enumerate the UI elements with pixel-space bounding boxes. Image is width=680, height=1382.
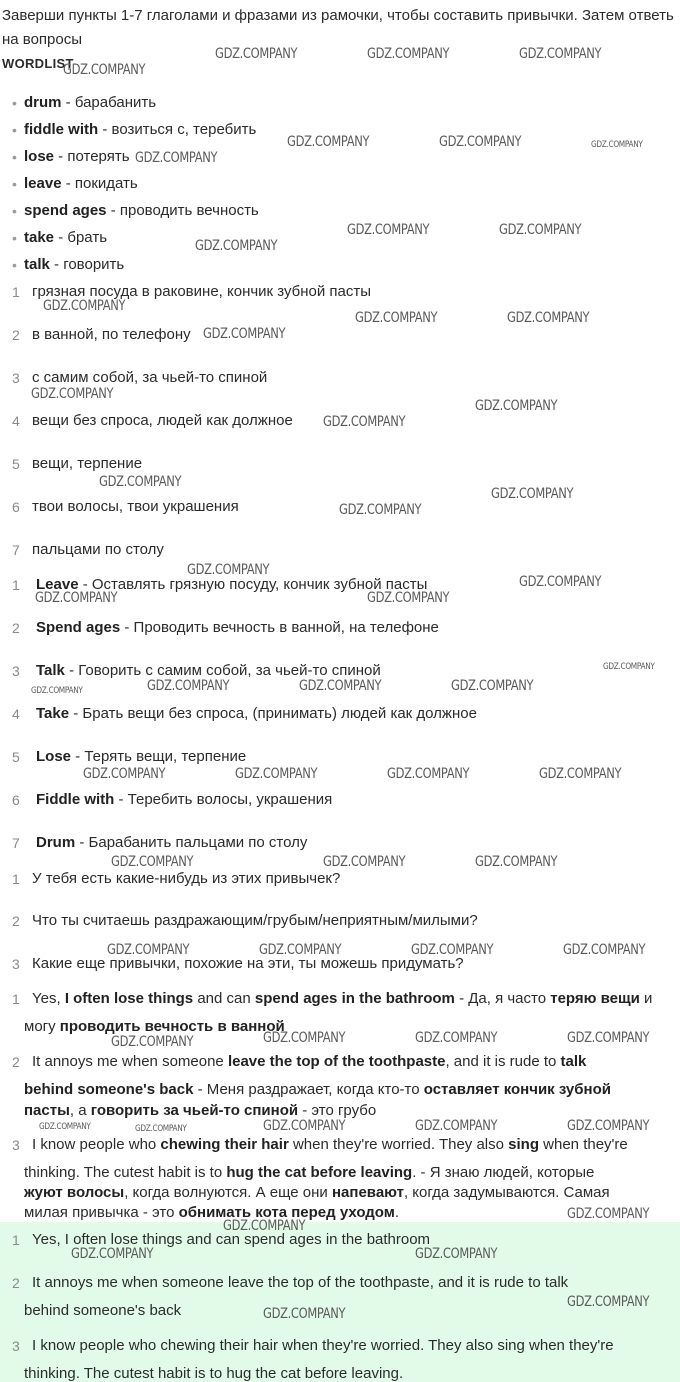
watermark: GDZ.COMPANY	[71, 1246, 154, 1262]
bullet-icon: •	[12, 230, 17, 246]
item-number: 1	[12, 577, 20, 593]
watermark: GDZ.COMPANY	[591, 140, 643, 150]
question-answer-line: жуют волосы, когда волнуются. А еще они напевают, когда задумываются. Самая	[24, 1184, 610, 1201]
watermark: GDZ.COMPANY	[135, 150, 218, 166]
watermark: GDZ.COMPANY	[475, 398, 558, 414]
answer-item: Take - Брать вещи без спроса, (принимать) людей как должное	[36, 705, 477, 722]
item-number: 2	[12, 620, 20, 636]
watermark: GDZ.COMPANY	[147, 678, 230, 694]
item-number: 7	[12, 542, 20, 558]
task-instructions: Заверши пункты 1-7 глаголами и фразами из рамочки, чтобы составить привычки. Затем ответь на вопросы	[2, 7, 674, 48]
bullet-icon: •	[12, 203, 17, 219]
item-number: 1	[12, 871, 20, 887]
watermark: GDZ.COMPANY	[387, 766, 470, 782]
question-answer-line: I know people who chewing their hair when they're worried. They also sing when they're	[32, 1136, 628, 1153]
watermark: GDZ.COMPANY	[235, 766, 318, 782]
answer-item: Lose - Терять вещи, терпение	[36, 748, 247, 765]
final-answer-line: It annoys me when someone leave the top of the toothpaste, and it is rude to talk	[32, 1274, 569, 1291]
wordlist-title: WORDLIST	[2, 56, 74, 71]
watermark: GDZ.COMPANY	[263, 1030, 346, 1046]
final-answer-line: behind someone's back	[24, 1302, 182, 1319]
watermark: GDZ.COMPANY	[367, 590, 450, 606]
watermark: GDZ.COMPANY	[195, 238, 278, 254]
answer-item: Leave - Оставлять грязную посуду, кончик зубной пасты	[36, 576, 428, 593]
watermark: GDZ.COMPANY	[83, 766, 166, 782]
watermark: GDZ.COMPANY	[439, 134, 522, 150]
wordlist-item: drum - барабанить	[24, 94, 157, 111]
watermark: GDZ.COMPANY	[39, 1122, 91, 1132]
item-number: 3	[12, 370, 20, 386]
watermark: GDZ.COMPANY	[263, 1306, 346, 1322]
watermark: GDZ.COMPANY	[451, 678, 534, 694]
watermark: GDZ.COMPANY	[519, 574, 602, 590]
answer-item: Drum - Барабанить пальцами по столу	[36, 834, 308, 851]
item-number: 4	[12, 706, 20, 722]
watermark: GDZ.COMPANY	[223, 1218, 306, 1234]
watermark: GDZ.COMPANY	[499, 222, 582, 238]
watermark: GDZ.COMPANY	[263, 1118, 346, 1134]
item-number: 5	[12, 749, 20, 765]
item-number: 2	[12, 1275, 20, 1291]
wordlist-item: lose - потерять	[24, 148, 130, 165]
question-answer-line: могу проводить вечность в ванной	[24, 1018, 285, 1035]
watermark: GDZ.COMPANY	[567, 1118, 650, 1134]
watermark: GDZ.COMPANY	[519, 46, 602, 62]
item-number: 2	[12, 327, 20, 343]
watermark: GDZ.COMPANY	[475, 854, 558, 870]
item-number: 6	[12, 792, 20, 808]
watermark: GDZ.COMPANY	[339, 502, 422, 518]
watermark: GDZ.COMPANY	[323, 854, 406, 870]
watermark: GDZ.COMPANY	[567, 1206, 650, 1222]
final-answer-line: thinking. The cutest habit is to hug the cat before leaving.	[24, 1365, 404, 1382]
exercise-item: пальцами по столу	[32, 541, 164, 558]
exercise-item: вещи без спроса, людей как должное	[32, 412, 293, 429]
watermark: GDZ.COMPANY	[415, 1030, 498, 1046]
watermark: GDZ.COMPANY	[203, 326, 286, 342]
watermark: GDZ.COMPANY	[567, 1030, 650, 1046]
watermark: GDZ.COMPANY	[135, 1124, 187, 1134]
watermark: GDZ.COMPANY	[491, 486, 574, 502]
item-number: 3	[12, 1137, 20, 1153]
watermark: GDZ.COMPANY	[43, 298, 126, 314]
watermark: GDZ.COMPANY	[367, 46, 450, 62]
watermark: GDZ.COMPANY	[347, 222, 430, 238]
watermark: GDZ.COMPANY	[111, 1034, 194, 1050]
question-item: Что ты считаешь раздражающим/грубым/неприятным/милыми?	[32, 912, 478, 929]
watermark: GDZ.COMPANY	[31, 686, 83, 696]
item-number: 1	[12, 1232, 20, 1248]
final-answer-line: Yes, I often lose things and can spend ages in the bathroom	[32, 1231, 431, 1248]
answer-item: Spend ages - Проводить вечность в ванной, на телефоне	[36, 619, 439, 636]
item-number: 2	[12, 1054, 20, 1070]
answer-item: Fiddle with - Теребить волосы, украшения	[36, 791, 333, 808]
bullet-icon: •	[12, 95, 17, 111]
exercise-item: с самим собой, за чьей-то спиной	[32, 369, 268, 386]
question-answer-line: behind someone's back - Меня раздражает, когда кто-то оставляет кончик зубной	[24, 1081, 611, 1098]
watermark: GDZ.COMPANY	[603, 662, 655, 672]
watermark: GDZ.COMPANY	[415, 1246, 498, 1262]
item-number: 6	[12, 499, 20, 515]
item-number: 1	[12, 284, 20, 300]
watermark: GDZ.COMPANY	[411, 942, 494, 958]
question-answer-line: пасты, а говорить за чьей-то спиной - это грубо	[24, 1102, 377, 1119]
watermark: GDZ.COMPANY	[215, 46, 298, 62]
watermark: GDZ.COMPANY	[323, 414, 406, 430]
watermark: GDZ.COMPANY	[259, 942, 342, 958]
exercise-item: вещи, терпение	[32, 455, 143, 472]
watermark: GDZ.COMPANY	[507, 310, 590, 326]
item-number: 7	[12, 835, 20, 851]
question-item: У тебя есть какие-нибудь из этих привычек?	[32, 870, 341, 887]
wordlist-item: leave - покидать	[24, 175, 138, 192]
item-number: 3	[12, 956, 20, 972]
exercise-item: в ванной, по телефону	[32, 326, 191, 343]
watermark: GDZ.COMPANY	[63, 62, 146, 78]
final-answer-line: I know people who chewing their hair when they're worried. They also sing when they're	[32, 1337, 614, 1354]
watermark: GDZ.COMPANY	[539, 766, 622, 782]
wordlist-item: spend ages - проводить вечность	[24, 202, 259, 219]
wordlist-item: fiddle with - возиться с, теребить	[24, 121, 257, 138]
watermark: GDZ.COMPANY	[111, 854, 194, 870]
watermark: GDZ.COMPANY	[567, 1294, 650, 1310]
item-number: 5	[12, 456, 20, 472]
watermark: GDZ.COMPANY	[99, 474, 182, 490]
wordlist-item: talk - говорить	[24, 256, 125, 273]
question-answer-line: Yes, I often lose things and can spend ages in the bathroom - Да, я часто теряю вещи и	[32, 990, 653, 1007]
answer-item: Talk - Говорить с самим собой, за чьей-то спиной	[36, 662, 381, 679]
question-answer-line: милая привычка - это обнимать кота перед уходом.	[24, 1204, 400, 1221]
question-answer-line: thinking. The cutest habit is to hug the cat before leaving. - Я знаю людей, которые	[24, 1164, 595, 1181]
watermark: GDZ.COMPANY	[299, 678, 382, 694]
item-number: 3	[12, 1338, 20, 1354]
wordlist-item: take - брать	[24, 229, 108, 246]
watermark: GDZ.COMPANY	[107, 942, 190, 958]
watermark: GDZ.COMPANY	[355, 310, 438, 326]
question-item: Какие еще привычки, похожие на эти, ты можешь придумать?	[32, 955, 464, 972]
question-answer-line: It annoys me when someone leave the top of the toothpaste, and it is rude to talk	[32, 1053, 587, 1070]
item-number: 4	[12, 413, 20, 429]
watermark: GDZ.COMPANY	[563, 942, 646, 958]
bullet-icon: •	[12, 176, 17, 192]
watermark: GDZ.COMPANY	[31, 386, 114, 402]
bullet-icon: •	[12, 257, 17, 273]
bullet-icon: •	[12, 149, 17, 165]
bullet-icon: •	[12, 122, 17, 138]
item-number: 2	[12, 913, 20, 929]
item-number: 3	[12, 663, 20, 679]
watermark: GDZ.COMPANY	[187, 562, 270, 578]
exercise-item: твои волосы, твои украшения	[32, 498, 239, 515]
watermark: GDZ.COMPANY	[415, 1118, 498, 1134]
watermark: GDZ.COMPANY	[35, 590, 118, 606]
exercise-item: грязная посуда в раковине, кончик зубной пасты	[32, 283, 372, 300]
item-number: 1	[12, 991, 20, 1007]
watermark: GDZ.COMPANY	[287, 134, 370, 150]
